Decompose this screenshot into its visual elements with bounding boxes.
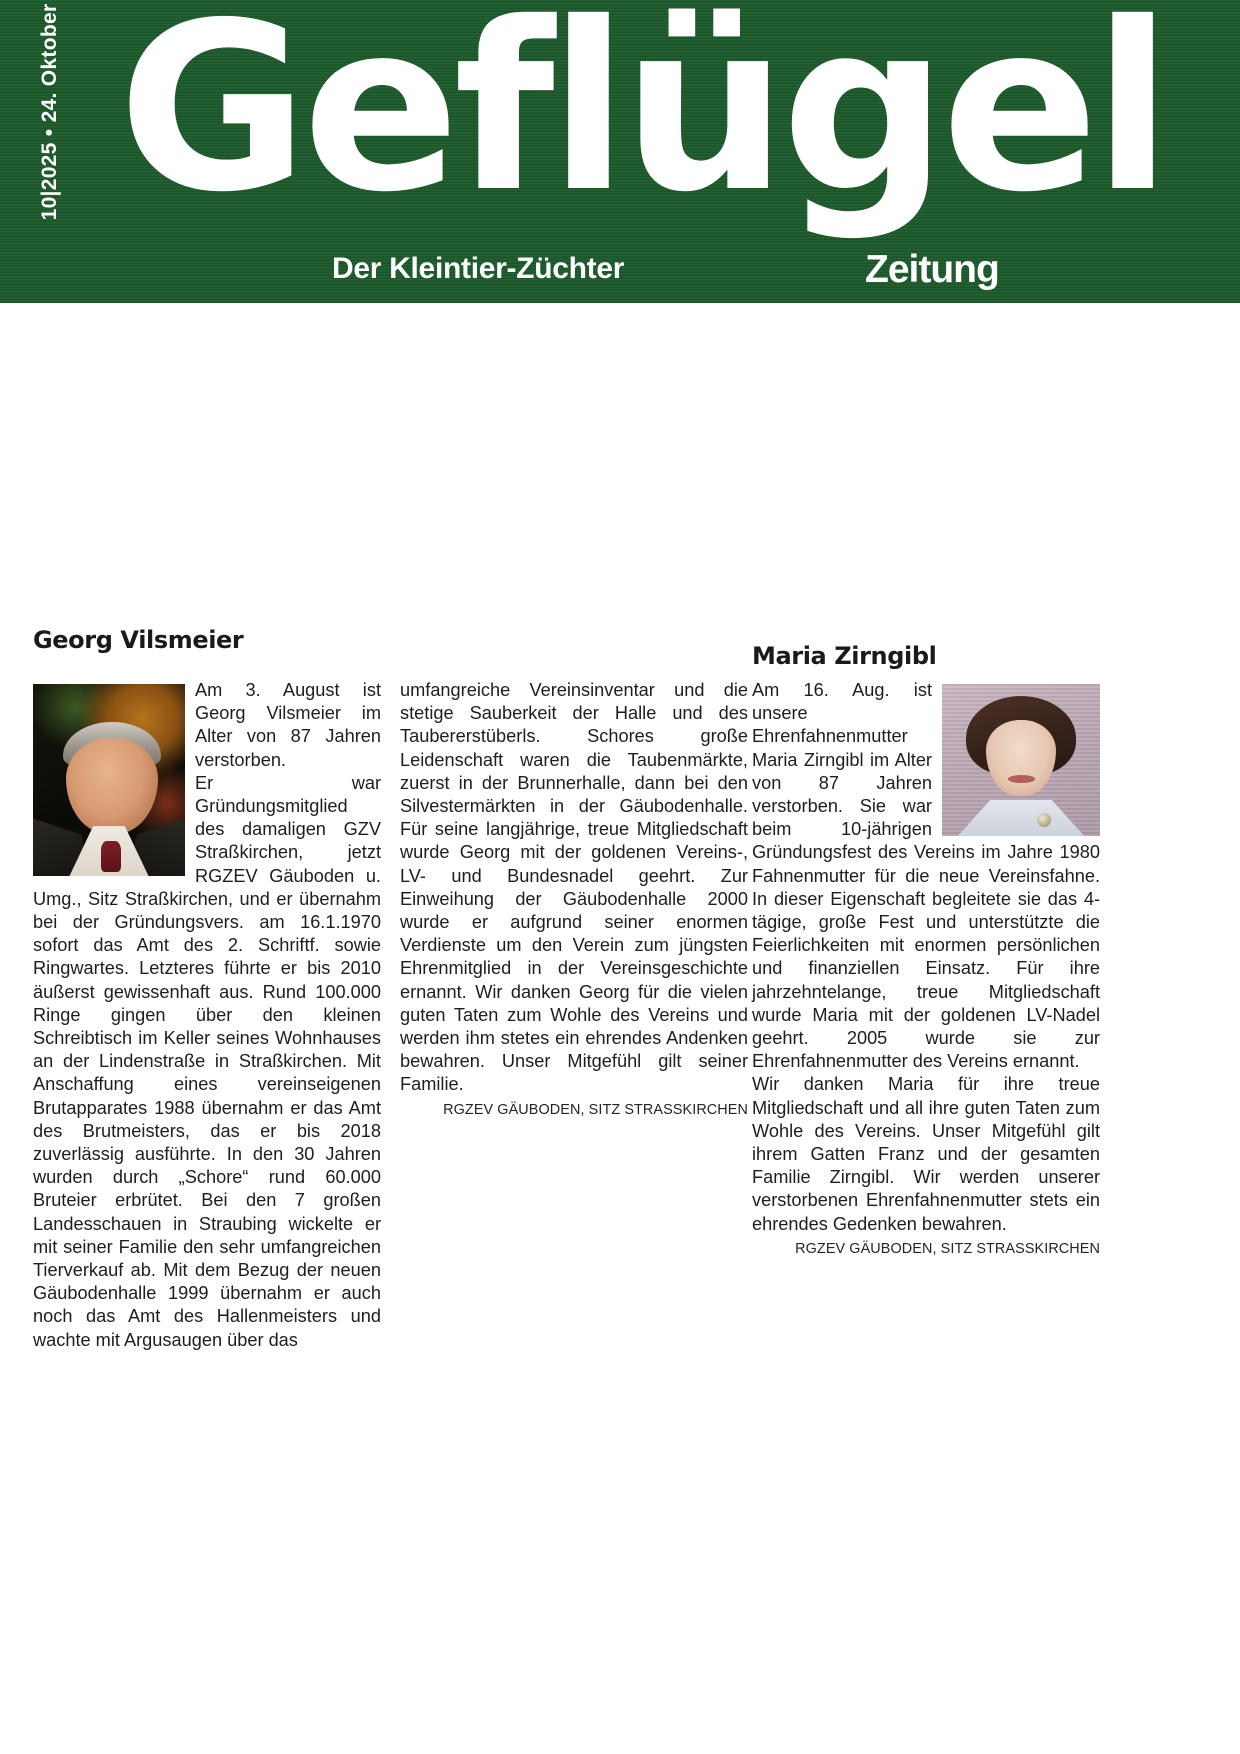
masthead-banner [0,0,1240,303]
publication-subtitle: Der Kleintier-Züchter [332,252,625,285]
article-paragraph-intro: Am 16. Aug. ist unsere Ehrenfahnenmutter Maria Zirngibl im Alter von 87 Jahren verstorben. Sie war beim 10-jährigen Gründungsfest des Vereins im Jahre 1980 Fahnenmutter für die neue Vereinsfahne. In dieser Eigenschaft begleitete sie das 4-tägige, große Fest und unterstützte die Feierlichkeiten mit enormen persönlichen und finanziellen Einsatz. Für ihre jahrzehntelange, treue Mitgliedschaft wurde Maria mit der goldenen LV-Nadel geehrt. 2005 wurde sie zur Ehrenfahnenmutter des Vereins ernannt. [752,680,1100,1072]
publication-title: Geflügel [118,0,1167,243]
article-credit-maria-zirngibl: RGZEV GÄUBODEN, SITZ STRASSKIRCHEN [795,1240,1100,1257]
photo-mouth [1008,775,1035,783]
article-paragraph-closing: Wir danken Maria für ihre treue Mitgliedschaft und all ihre guten Taten zum Wohle des Vereins. Unser Mitgefühl gilt ihrem Gatten Franz und der gesamten Familie Zirngibl. Wir werden unserer verstorbenen Ehrenfahnenmutter stets ein ehrendes Gedenken bewahren. [752,1074,1100,1234]
portrait-photo-georg-vilsmeier [33,684,185,876]
article-headline-georg-vilsmeier: Georg Vilsmeier [33,626,244,654]
publication-kicker: Zeitung [865,248,999,291]
photo-face [66,738,157,834]
article-credit-georg-vilsmeier: RGZEV GÄUBODEN, SITZ STRASSKIRCHEN [443,1101,748,1118]
issue-date-label: 10|2025 • 24. Oktober [38,3,61,221]
article-paragraph-body: Er war Gründungsmitglied des damaligen GZV Straßkirchen, jetzt RGZEV Gäuboden u. Umg., Sitz Straßkirchen, und er übernahm bei der Gründungsvers. am 16.1.1970 sofort das Amt des 2. Schriftf. sowie Ringwartes. Letzteres führte er bis 2010 äußerst gewissenhaft aus. Rund 100.000 Ringe gingen über den kleinen Schreibtisch im Keller seines Wohnhauses an der Lindenstraße in Straßkirchen. Mit Anschaffung eines vereinseigenen Brutapparates 1988 übernahm er das Amt des Brutmeisters, das er bis 2018 zuverlässig ausführte. In den 30 Jahren wurden durch „Schore“ rund 60.000 Bruteier erbrütet. Bei den 7 großen Landesschauen in Straubing wickelte er mit seiner Familie den sehr umfangreichen Tierverkauf ab. Mit dem Bezug der neuen Gäubodenhalle 1999 übernahm er auch noch das Amt des Hallenmeisters und wachte mit Argusaugen über das [33,772,381,1350]
article-column-2 [400,679,748,1120]
article-column-3 [752,679,1100,1259]
article-column-1 [33,679,381,1352]
portrait-photo-maria-zirngibl [942,684,1100,836]
photo-brooch [1037,813,1051,827]
photo-tie [101,841,121,872]
article-headline-maria-zirngibl: Maria Zirngibl [752,642,937,670]
article-paragraph-continued: umfangreiche Vereinsinventar und die stetige Sauberkeit der Halle und des Taubererstüberls. Schores große Leidenschaft waren die Taubenmärkte, zuerst in der Brunnerhalle, dann bei den Silvestermärkten in der Gäubodenhalle. Für seine langjährige, treue Mitgliedschaft wurde Georg mit der goldenen Vereins-, LV- und Bundesnadel geehrt. Zur Einweihung der Gäubodenhalle 2000 wurde er aufgrund seiner enormen Verdienste um den Verein zum jüngsten Ehrenmitglied in der Vereinsgeschichte ernannt. Wir danken Georg für die vielen guten Taten zum Wohle des Vereins und werden ihm stetes ein ehrendes Andenken bewahren. Unser Mitgefühl gilt seiner Familie. [400,680,748,1095]
article-paragraph-intro: Am 3. August ist Georg Vilsmeier im Alter von 87 Jahren verstorben. [195,680,381,770]
